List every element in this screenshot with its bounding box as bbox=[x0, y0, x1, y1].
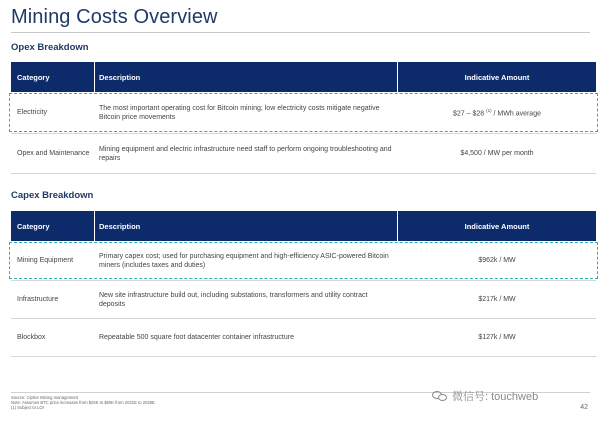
opex-row-electricity bbox=[11, 92, 596, 134]
amount-value: $27 – $28 bbox=[452, 110, 487, 118]
page-title: Mining Costs Overview bbox=[11, 6, 218, 28]
capex-col-description: Description bbox=[95, 211, 398, 241]
capex-row-infrastructure bbox=[11, 281, 596, 319]
opex-col-amount: Indicative Amount bbox=[464, 72, 530, 82]
footer-notes bbox=[11, 395, 155, 410]
capex-table-header bbox=[11, 211, 596, 241]
capex-row-mining-equipment bbox=[11, 241, 596, 281]
watermark bbox=[432, 388, 538, 404]
wechat-icon bbox=[432, 390, 448, 402]
table-cell-amount: $4,500 / MW per month bbox=[460, 150, 534, 157]
table-cell-description: Primary capex cost; used for purchasing equipment and high-efficiency ASIC-powered Bitcoin miners (includes taxes and duties) bbox=[99, 252, 389, 269]
capex-col-amount: Indicative Amount bbox=[464, 221, 530, 231]
table-cell-amount bbox=[398, 106, 596, 118]
capex-heading: Capex Breakdown bbox=[11, 190, 94, 201]
footer-source: Source: Cipher Mining management bbox=[11, 395, 79, 400]
amount-unit: / MWh average bbox=[491, 110, 541, 118]
table-cell-category: Opex and Maintenance bbox=[17, 150, 90, 157]
opex-col-description: Description bbox=[95, 62, 398, 92]
table-cell-category: Mining Equipment bbox=[17, 257, 74, 264]
table-cell-category: Blockbox bbox=[17, 334, 46, 341]
opex-row-maintenance bbox=[11, 134, 596, 174]
table-cell-amount: $127k / MW bbox=[478, 334, 516, 341]
opex-table bbox=[11, 62, 596, 174]
capex-col-category: Category bbox=[11, 211, 95, 241]
table-cell-description: New site infrastructure build out, including substations, transformers and utility contract deposits bbox=[99, 291, 368, 308]
table-cell-description: Repeatable 500 square foot datacenter container infrastructure bbox=[99, 334, 294, 341]
capex-table bbox=[11, 211, 596, 357]
footnote-marker: (1) bbox=[486, 108, 492, 114]
table-cell-amount: $962k / MW bbox=[478, 257, 516, 264]
table-cell-category: Infrastructure bbox=[17, 296, 59, 303]
footer-note: Note: Assumes BTC price increases from $25K to $50K from 2021E to 2025E bbox=[11, 400, 155, 405]
table-cell-category: Electricity bbox=[17, 109, 47, 116]
opex-heading: Opex Breakdown bbox=[11, 42, 89, 53]
opex-table-header bbox=[11, 62, 596, 92]
capex-row-blockbox bbox=[11, 319, 596, 357]
table-cell-description: The most important operating cost for Bitcoin mining; low electricity costs mitigate negative Bitcoin price movements bbox=[99, 104, 380, 121]
table-cell-amount: $217k / MW bbox=[478, 296, 516, 303]
watermark-text: 微信号: touchweb bbox=[452, 391, 539, 403]
opex-col-category: Category bbox=[11, 62, 95, 92]
page-number: 42 bbox=[580, 404, 588, 411]
footer-footnote: (1) Subject to LOI bbox=[11, 405, 44, 410]
table-cell-description: Mining equipment and electric infrastructure need staff to perform ongoing troubleshooting and repairs bbox=[99, 145, 392, 162]
title-divider bbox=[11, 32, 590, 33]
